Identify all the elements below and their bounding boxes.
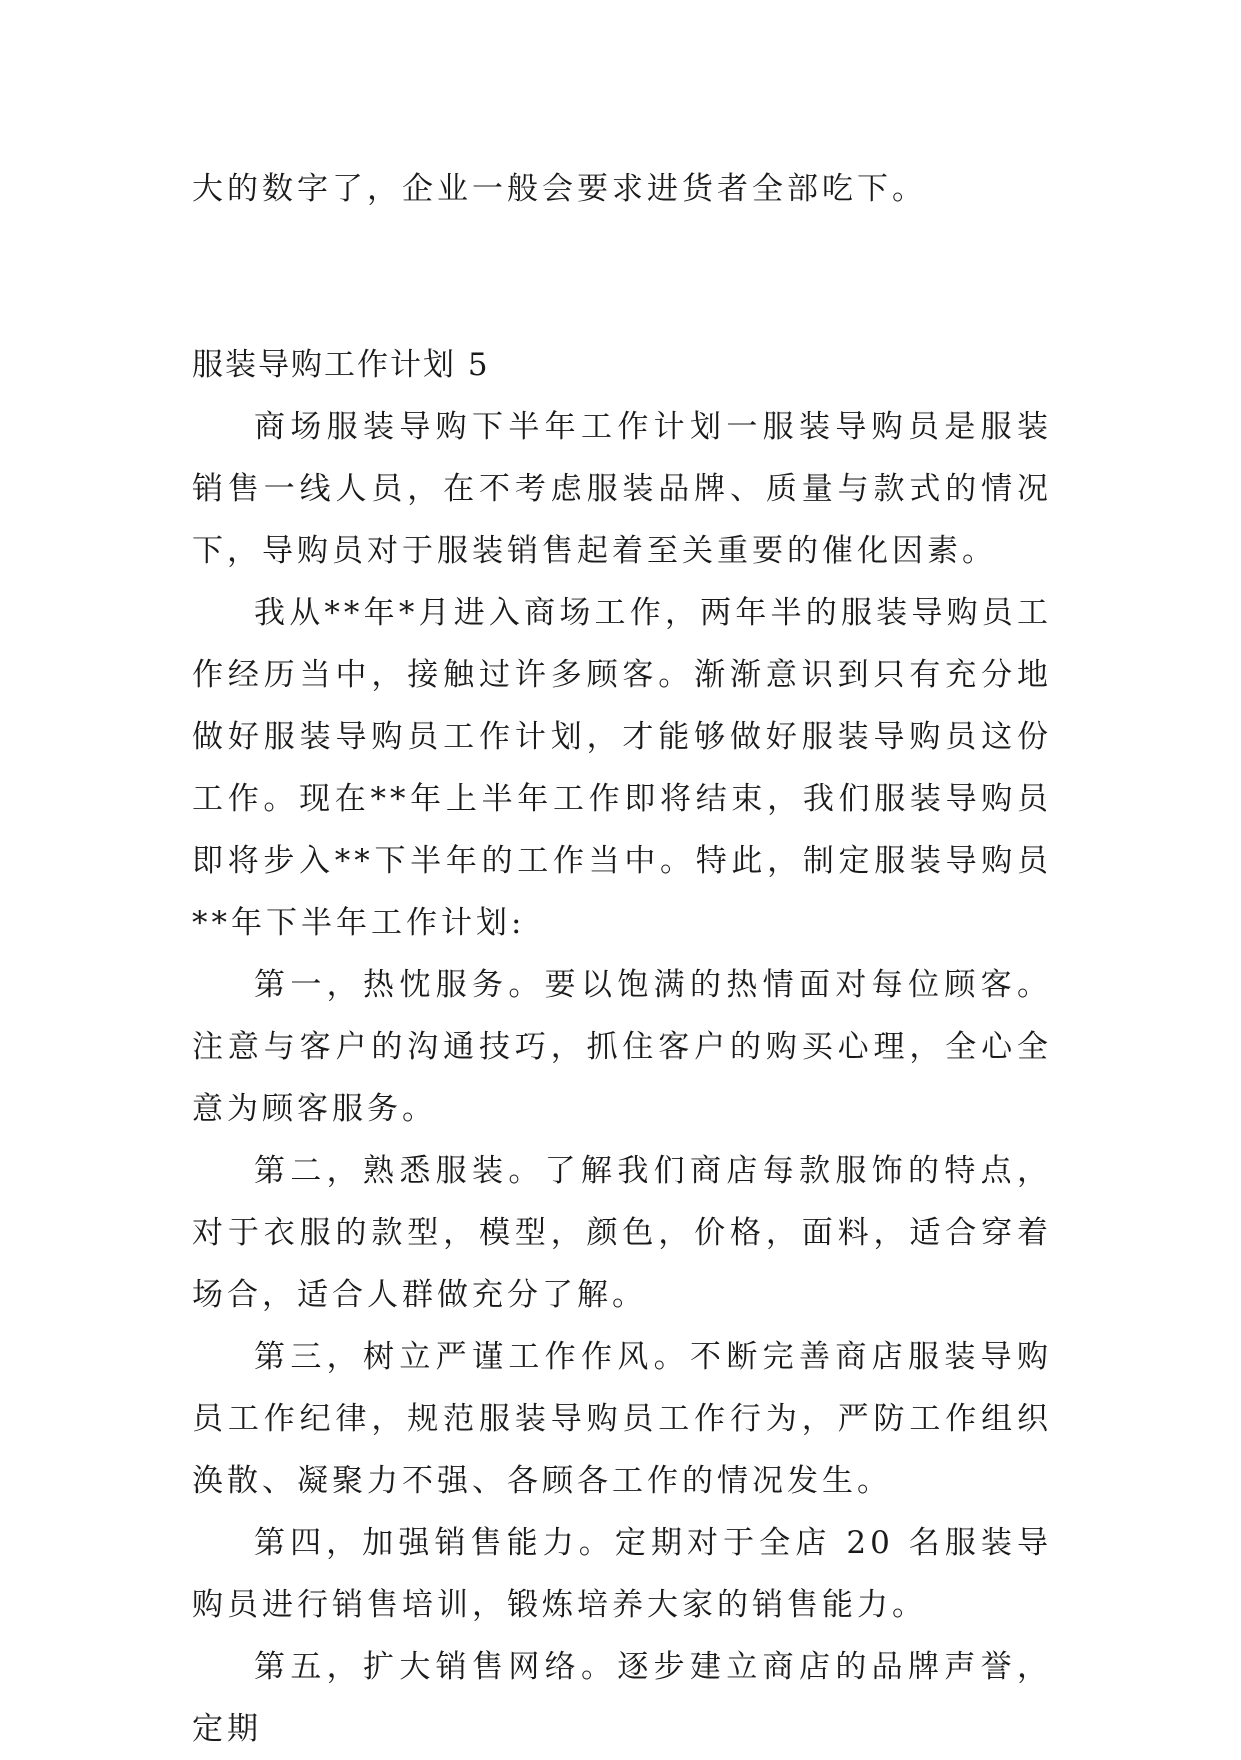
continuation-text-block [192, 158, 1052, 220]
section-heading: 服装导购工作计划 5 [192, 347, 490, 383]
paragraph-item-4: 第四，加强销售能力。定期对于全店 20 名服装导购员进行销售培训，锻炼培养大家的销售能力。 [192, 1525, 1052, 1623]
section-block [192, 334, 1052, 1760]
continuation-paragraph: 大的数字了，企业一般会要求进货者全部吃下。 [192, 171, 927, 207]
paragraph-item-2: 第二，熟悉服装。了解我们商店每款服饰的特点，对于衣服的款型，模型，颜色，价格，面料，适合穿着场合，适合人群做充分了解。 [192, 1153, 1052, 1313]
paragraph-intro: 商场服装导购下半年工作计划一服装导购员是服装销售一线人员，在不考虑服装品牌、质量与款式的情况下，导购员对于服装销售起着至关重要的催化因素。 [192, 409, 1052, 569]
paragraph-item-1: 第一，热忱服务。要以饱满的热情面对每位顾客。注意与客户的沟通技巧，抓住客户的购买心理，全心全意为顾客服务。 [192, 967, 1052, 1127]
paragraph-item-5: 第五，扩大销售网络。逐步建立商店的品牌声誉，定期 [192, 1649, 1052, 1747]
paragraph-background: 我从**年*月进入商场工作，两年半的服装导购员工作经历当中，接触过许多顾客。渐渐意识到只有充分地做好服装导购员工作计划，才能够做好服装导购员这份工作。现在**年上半年工作即将结束，我们服装导购员即将步入**下半年的工作当中。特此，制定服装导购员**年下半年工作计划: [192, 595, 1052, 941]
paragraph-item-3: 第三，树立严谨工作作风。不断完善商店服装导购员工作纪律，规范服装导购员工作行为，严防工作组织涣散、凝聚力不强、各顾各工作的情况发生。 [192, 1339, 1052, 1499]
